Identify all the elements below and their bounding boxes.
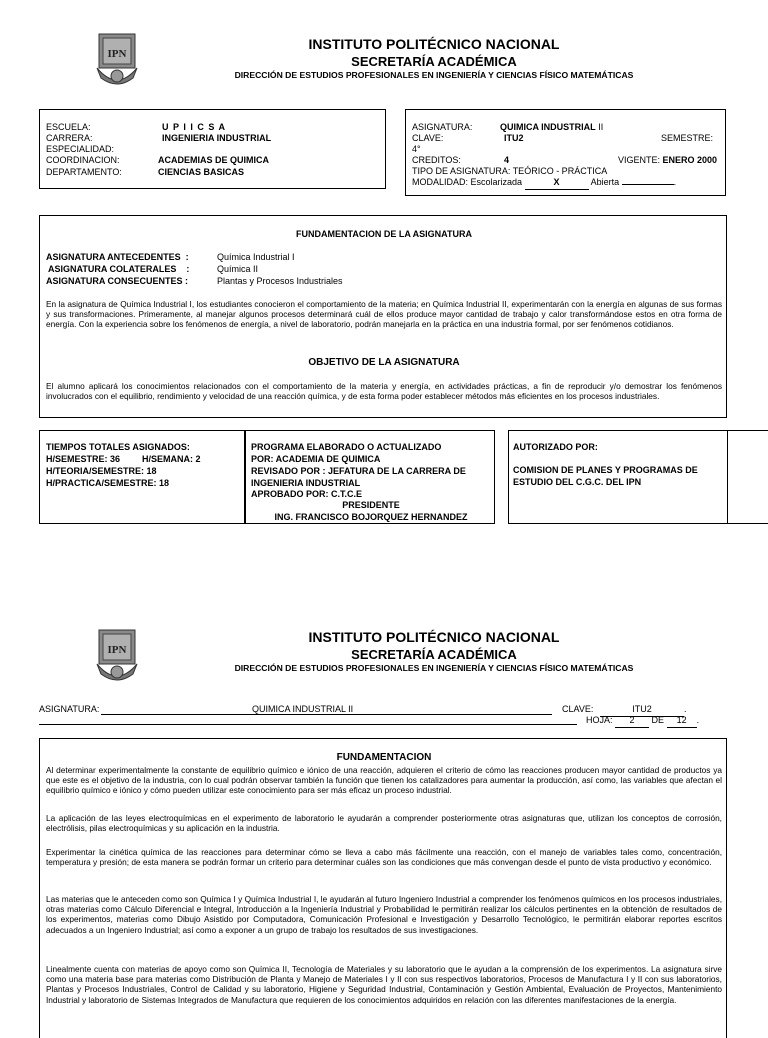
svg-text:IPN: IPN: [107, 48, 127, 60]
p2-de-label: DE: [651, 715, 665, 725]
p2-hoja-value: 2: [615, 715, 649, 728]
p2-paragraph-2: La aplicación de las leyes electroquímicas en el experimento de laboratorio le ayudarán a comprender posteriormente otras asignaturas que, utilizan los conceptos de corrosión, electrólisis, pilas electroquímicas y su aplicación en la industria.: [46, 813, 722, 834]
p2-de-value: 12: [667, 715, 697, 728]
consecuentes-label: ASIGNATURA CONSECUENTES :: [46, 276, 189, 286]
consecuentes-value: Plantas y Procesos Industriales: [217, 276, 343, 286]
coordinacion-label: COORDINACION:: [46, 155, 120, 165]
fundamentacion-paragraph: En la asignatura de Química Industrial I, los estudiantes conocieron el comportamiento de la materia; en Química Industrial II, experimentarán con la energía en algunas de sus formas y sus transformaciones. Primeramente, al manejar algunos procesos determinará cuál de ellos produce mayor cantidad de trabajo y calor transformándose estos en otra forma de energía. Con la experiencia sobre los fenómenos de energía, a nivel de laboratorio, podrán manejarla en la práctica en una industria formal, por ser fenómenos cotidianos.: [46, 299, 722, 330]
h-semana: H/SEMANA: 2: [142, 454, 201, 464]
semestre-value: 4°: [412, 144, 421, 154]
p2-paragraph-1: Al determinar experimentalmente la constante de equilibrio químico e iónico de una reacción, adquieren el criterio de cómo las reacciones producen mayor cantidad de productos ya que este es el objetivo de la industria, con lo cual podrán observar también la función que tienen los catalizadores para aumentar la producción, así como, las variables que afectan el equilibrio químico e iónico y cómo pueden utilizar este conocimiento para ser más eficaz un proceso industrial.: [46, 765, 722, 796]
objetivo-title: OBJETIVO DE LA ASIGNATURA: [308, 357, 460, 368]
empty-box: [727, 430, 768, 524]
secretaria-title-2: SECRETARÍA ACADÉMICA: [351, 647, 517, 662]
abierta-label: Abierta: [590, 177, 620, 187]
carrera-label: CARRERA:: [46, 133, 93, 143]
h-practica: H/PRACTICA/SEMESTRE: 18: [46, 478, 170, 488]
p2-fundamentacion-title: FUNDAMENTACION: [336, 752, 432, 763]
antecedentes-value: Química Industrial I: [217, 252, 295, 262]
h-teoria: H/TEORIA/SEMESTRE: 18: [46, 466, 157, 476]
semestre-label: SEMESTRE:: [661, 133, 714, 143]
colaterales-label: ASIGNATURA COLATERALES :: [48, 264, 190, 274]
asignatura-value: [500, 122, 603, 134]
p2-hoja-label: HOJA:: [586, 715, 613, 725]
autorizado-line3: ESTUDIO DEL C.G.C. DEL IPN: [513, 477, 642, 487]
asignatura-label: ASIGNATURA:: [412, 122, 473, 132]
programa-line2: POR: ACADEMIA DE QUIMICA: [251, 454, 381, 464]
programa-line4: INGENIERIA INDUSTRIAL: [251, 478, 361, 488]
asignatura-name: QUIMICA INDUSTRIAL: [500, 122, 596, 132]
carrera-value: INGENIERIA INDUSTRIAL: [162, 133, 272, 143]
programa-line3: REVISADO POR : JEFATURA DE LA CARRERA DE: [251, 466, 466, 476]
fundamentacion-title: FUNDAMENTACION DE LA ASIGNATURA: [296, 229, 472, 239]
asignatura-suffix: II: [598, 122, 604, 132]
fundamentacion-box: [39, 215, 727, 418]
p2-paragraph-4: Las materias que le anteceden como son Química I y Química Industrial I, le ayudarán al futuro Ingeniero Industrial a comprender los fenómenos químicos en los procesos industriales, otras materias como Cálculo Diferencial e Integral, Introducción a la Ingeniería Industrial y Probabilidad le permitirán realizar los cálculos pertinentes en la obtención de resultados de los experimentos, materias como Dibujo Asistido por Computadora, Comunicación Profesional e Investigación y Desarrollo Tecnológico, le permitirán elaborar reportes escritos adecuados a un Ingeniero Industrial; así como a exponer a un grupo de trabajo los resultados de sus investigaciones.: [46, 894, 722, 935]
modalidad-label: MODALIDAD: Escolarizada: [412, 177, 523, 187]
p2-clave-label: CLAVE:: [562, 704, 594, 714]
programa-line5: APROBADO POR: C.T.C.E: [251, 489, 363, 499]
p2-fundamentacion-box: [39, 738, 727, 1038]
svg-text:IPN: IPN: [107, 644, 127, 656]
p2-paragraph-5: Linealmente cuenta con materias de apoyo como son Química II, Tecnología de Materiales y su laboratorio que le ayudan a la comprensión de los experimentos. La asignatura sirve como una materia base para materias como Distribución de Planta y Manejo de Materiales I y II con sus respectivos laboratorios, Procesos de Manufactura I y II con sus laboratorios, Plantas y Procesos Industriales, Control de Calidad y su laboratorio, Higiene y Seguridad Industrial, Contaminación y Gestión Ambiental, Evaluación de Proyectos, Mantenimiento Industrial y laboratorio de Sistemas Integrados de Manufactura que requieren de los conocimientos adquiridos en relación con las diferentes manifestaciones de la energía.: [46, 964, 722, 1005]
h-semestre: H/SEMESTRE: 36: [46, 454, 121, 464]
tipo-asignatura: TIPO DE ASIGNATURA: TEÓRICO - PRÁCTICA: [412, 166, 608, 176]
tiempos-title: TIEMPOS TOTALES ASIGNADOS:: [46, 442, 190, 452]
modalidad-mark: X: [525, 177, 589, 190]
vigente-label: VIGENTE:: [618, 155, 661, 165]
p2-hoja: HOJA: 2 DE 12 .: [586, 715, 699, 728]
colaterales-value: Química II: [217, 264, 259, 274]
p2-rule: [39, 724, 577, 725]
especialidad-label: ESPECIALIDAD:: [46, 144, 115, 154]
autorizado-line1: AUTORIZADO POR:: [513, 442, 598, 452]
autorizado-line2: COMISION DE PLANES Y PROGRAMAS DE: [513, 465, 698, 475]
objetivo-paragraph: El alumno aplicará los conocimientos relacionados con el comportamiento de la materia y energía, en actividades prácticas, a fin de reproducir y/o demostrar los fenómenos involucrados con el equilibrio, rendimiento y velocidad de una reacción química, y de esta forma poder establecer métodos más eficientes en los procesos industriales.: [46, 381, 722, 402]
creditos-label: CREDITOS:: [412, 155, 461, 165]
p2-asignatura-label: ASIGNATURA:: [39, 704, 100, 714]
escuela-label: ESCUELA:: [46, 122, 91, 132]
clave-label: CLAVE:: [412, 133, 444, 143]
school-info-box: [39, 109, 386, 189]
departamento-value: CIENCIAS BASICAS: [158, 167, 245, 177]
coordinacion-value: ACADEMIAS DE QUIMICA: [158, 155, 270, 165]
programa-line1: PROGRAMA ELABORADO O ACTUALIZADO: [251, 442, 442, 452]
p2-clave: ITU2 .: [600, 704, 687, 717]
programa-line7: ING. FRANCISCO BOJORQUEZ HERNANDEZ: [274, 512, 468, 522]
direccion-title-2: DIRECCIÓN DE ESTUDIOS PROFESIONALES EN INGENIERÍA Y CIENCIAS FÍSICO MATEMÁTICAS: [234, 663, 634, 673]
antecedentes-label: ASIGNATURA ANTECEDENTES :: [46, 252, 189, 262]
p2-asignatura-value: QUIMICA INDUSTRIAL II: [252, 704, 354, 714]
p2-paragraph-3: Experimentar la cinética química de las reacciones para determinar cómo se lleva a cabo más fácilmente una reacción, con el manejo de variables tales como, concentración, temperatura y presión; de esta manera se podrán formar un criterio para determinar cuáles son las condiciones que más convengan desde el punto de vista productivo y económico.: [46, 847, 722, 868]
departamento-label: DEPARTAMENTO:: [46, 167, 122, 177]
tiempos-box: [39, 430, 245, 524]
abierta-blank: [622, 184, 674, 185]
clave-value: ITU2: [504, 133, 524, 143]
direccion-title: DIRECCIÓN DE ESTUDIOS PROFESIONALES EN INGENIERÍA Y CIENCIAS FÍSICO MATEMÁTICAS: [234, 70, 634, 80]
escuela-value: U P I I C S A: [162, 122, 227, 132]
institute-title: INSTITUTO POLITÉCNICO NACIONAL: [308, 36, 560, 52]
vigente-value: ENERO 2000: [662, 155, 718, 165]
modalidad: MODALIDAD: Escolarizada X Abierta .: [412, 177, 676, 190]
institute-title-2: INSTITUTO POLITÉCNICO NACIONAL: [308, 629, 560, 645]
secretaria-title: SECRETARÍA ACADÉMICA: [351, 54, 517, 69]
creditos-value: 4: [504, 155, 510, 165]
programa-box: [245, 430, 495, 524]
course-info-box: [405, 109, 726, 196]
programa-line6: PRESIDENTE: [342, 500, 400, 510]
autorizado-box: [508, 430, 728, 524]
vigente: [618, 155, 717, 167]
